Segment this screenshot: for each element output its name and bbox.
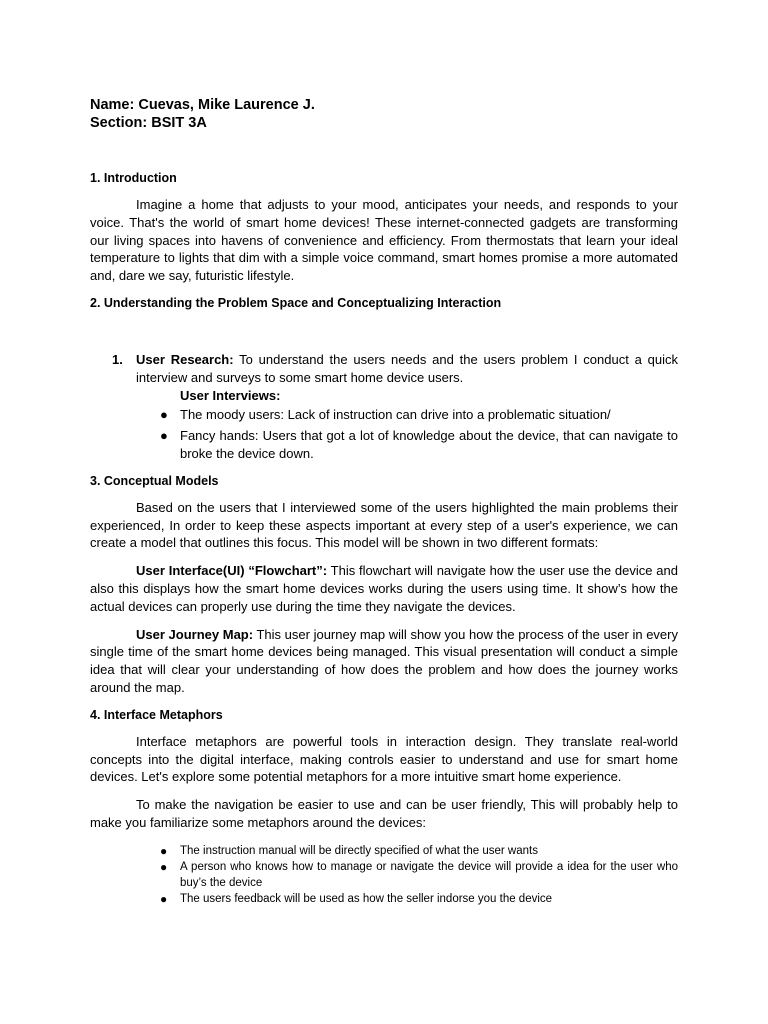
list-item: ● A person who knows how to manage or navigate the device will provide a idea for the user who buy’s the device (160, 860, 678, 889)
user-interviews-heading: User Interviews: (180, 387, 281, 403)
metaphors-paragraph-1: Interface metaphors are powerful tools in interaction design. They translate real-world concepts into the digital interface, making controls easier to understand and use for smart home devices. Let's explore some potential metaphors for a more intuitive smart home experience. (90, 733, 678, 785)
bullet-icon: ● (160, 843, 168, 858)
journey-map-body: This user journey map will show you how the process of the user in every single time of the smart home devices being managed. This visual presentation will conduct a simple idea that will clear your understanding of how does the problem and how does the journey works around the map. (90, 626, 678, 695)
heading-interface-metaphors: 4. Interface Metaphors (90, 707, 223, 722)
bullet-icon: ● (160, 892, 168, 907)
interview-bullet-list (90, 406, 678, 462)
list-item: ● The moody users: Lack of instruction can drive into a problematic situation/ (160, 407, 611, 423)
student-section: Section: BSIT 3A (90, 115, 207, 131)
bullet-icon: ● (160, 860, 168, 875)
flowchart-body: This flowchart will navigate how the user use the device and also this displays how the smart home devices works during the users using time. It show’s how the actual devices can properly use during the time they navigate the devices. (90, 563, 678, 614)
list-item: ● The users feedback will be used as how the seller indorse you the device (160, 892, 553, 907)
journey-map-label: User Journey Map: (136, 626, 254, 642)
journey-map-paragraph (90, 626, 678, 697)
bullet-icon: ● (160, 407, 168, 423)
user-research-label: User Research: (136, 351, 234, 367)
user-research-body: To understand the users needs and the users problem I conduct a quick interview and surveys to some smart home device users. (136, 351, 678, 385)
list-item: ● Fancy hands: Users that got a lot of knowledge about the device, that can navigate to broke the device down. (160, 428, 678, 461)
student-name: Name: Cuevas, Mike Laurence J. (90, 97, 315, 113)
heading-conceptual-models: 3. Conceptual Models (90, 473, 219, 488)
item-number: 1. (112, 351, 123, 367)
conceptual-models-paragraph: Based on the users that I interviewed some of the users highlighted the main problems their experienced, In order to keep these aspects important at every step of a user's experience, we can create a model that outlines this focus. This model will be shown in two different formats: (90, 499, 678, 551)
heading-problem-space: 2. Understanding the Problem Space and Conceptualizing Interaction (90, 295, 502, 310)
heading-introduction: 1. Introduction (90, 171, 177, 185)
flowchart-label: User Interface(UI) “Flowchart”: (136, 563, 328, 579)
metaphor-bullet-list (90, 844, 678, 908)
user-research-text (136, 351, 678, 387)
bullet-icon: ● (160, 428, 168, 444)
document-body (90, 96, 678, 909)
introduction-paragraph: Imagine a home that adjusts to your mood, anticipates your needs, and responds to your voice. That's the world of smart home devices! These internet-connected gadgets are transforming our living spaces into havens of convenience and efficiency. From thermostats that learn your ideal temperature to lights that dim with a simple voice command, smart homes promise a more automated and, dare we say, futuristic lifestyle. (90, 197, 678, 284)
list-item: ● The instruction manual will be directly specified of what the user wants (160, 843, 538, 858)
flowchart-paragraph (90, 562, 678, 615)
numbered-item-user-research (90, 351, 678, 404)
metaphors-paragraph-2: To make the navigation be easier to use and can be user friendly, This will probably help to make you familiarize some metaphors around the devices: (90, 797, 678, 830)
